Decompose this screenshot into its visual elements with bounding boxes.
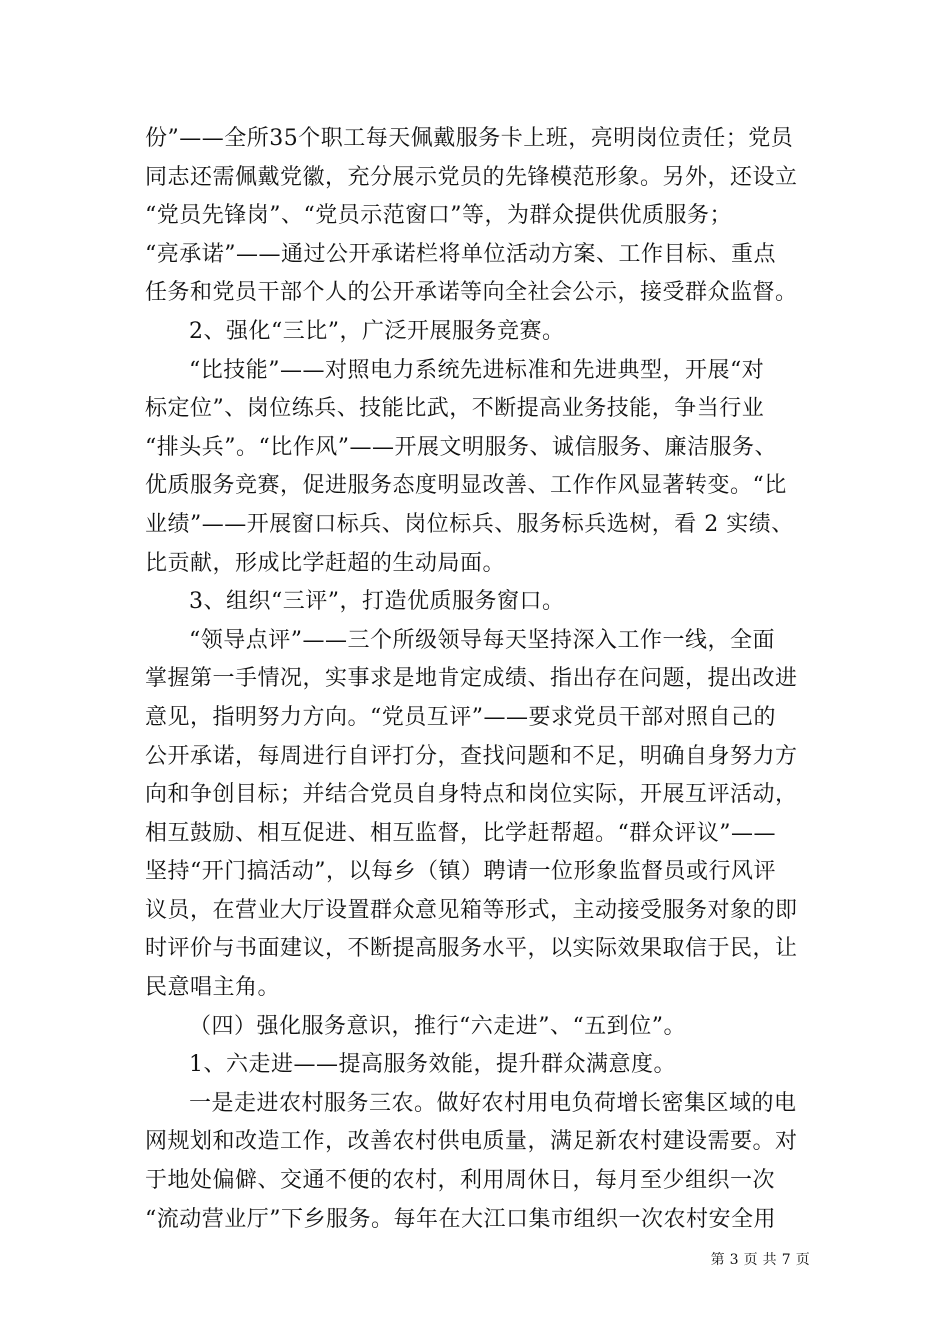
text-line: 一是走进农村服务三农。做好农村用电负荷增长密集区域的电	[189, 1090, 797, 1116]
text-line: 优质服务竞赛，促进服务态度明显改善、工作作风显著转变。“比	[145, 473, 787, 499]
text-line: “排头兵”。“比作风”——开展文明服务、诚信服务、廉洁服务、	[145, 434, 777, 460]
text-line: “党员先锋岗”、“党员示范窗口”等，为群众提供优质服务；	[145, 203, 732, 229]
text-line: “流动营业厅”下乡服务。每年在大江口集市组织一次农村安全用	[145, 1206, 776, 1232]
text-line: 相互鼓励、相互促进、相互监督，比学赶帮超。“群众评议”——	[145, 820, 776, 846]
text-line: 公开承诺，每周进行自评打分，查找问题和不足，明确自身努力方	[145, 743, 798, 769]
text-line: 于地处偏僻、交通不便的农村，利用周休日，每月至少组织一次	[145, 1168, 776, 1194]
text-line: 2、强化“三比”，广泛开展服务竞赛。	[189, 318, 565, 344]
text-line: 业绩”——开展窗口标兵、岗位标兵、服务标兵选树，看 2 实绩、	[145, 511, 794, 537]
text-line: 时评价与书面建议，不断提高服务水平，以实际效果取信于民，让	[145, 936, 798, 962]
text-line: 份”——全所35个职工每天佩戴服务卡上班，亮明岗位责任；党员	[145, 126, 794, 151]
text-line: 标定位”、岗位练兵、技能比武，不断提高业务技能，争当行业	[145, 396, 765, 422]
text-line: 议员，在营业大厅设置群众意见箱等形式，主动接受服务对象的即	[145, 897, 798, 923]
text-line: 1、六走进——提高服务效能，提升群众满意度。	[189, 1052, 676, 1078]
text-line: “比技能”——对照电力系统先进标准和先进典型，开展“对	[189, 357, 765, 383]
text-line: 民意唱主角。	[145, 975, 281, 1001]
text-line: 向和争创目标；并结合党员自身特点和岗位实际，开展互评活动，	[145, 782, 798, 808]
text-line: 同志还需佩戴党徽，充分展示党员的先锋模范形象。另外，还设立	[145, 164, 798, 190]
text-line: 掌握第一手情况，实事求是地肯定成绩、指出存在问题，提出改进	[145, 666, 798, 692]
text-line: “领导点评”——三个所级领导每天坚持深入工作一线，全面	[189, 627, 775, 653]
text-line: 网规划和改造工作，改善农村供电质量，满足新农村建设需要。对	[145, 1129, 798, 1155]
text-line: “亮承诺”——通过公开承诺栏将单位活动方案、工作目标、重点	[145, 241, 776, 267]
text-line: 比贡献，形成比学赶超的生动局面。	[145, 550, 506, 576]
text-line: 坚持“开门搞活动”，以每乡（镇）聘请一位形象监督员或行风评	[145, 859, 776, 885]
document-body	[145, 120, 807, 1239]
text-line: 3、组织“三评”，打造优质服务窗口。	[189, 589, 565, 615]
page-number-footer: 第 3 页 共 7 页	[710, 1252, 810, 1268]
text-line: （四）强化服务意识，推行“六走进”、“五到位”。	[189, 1013, 686, 1039]
text-line: 意见，指明努力方向。“党员互评”——要求党员干部对照自己的	[145, 704, 776, 730]
text-line: 任务和党员干部个人的公开承诺等向全社会公示，接受群众监督。	[145, 280, 798, 306]
